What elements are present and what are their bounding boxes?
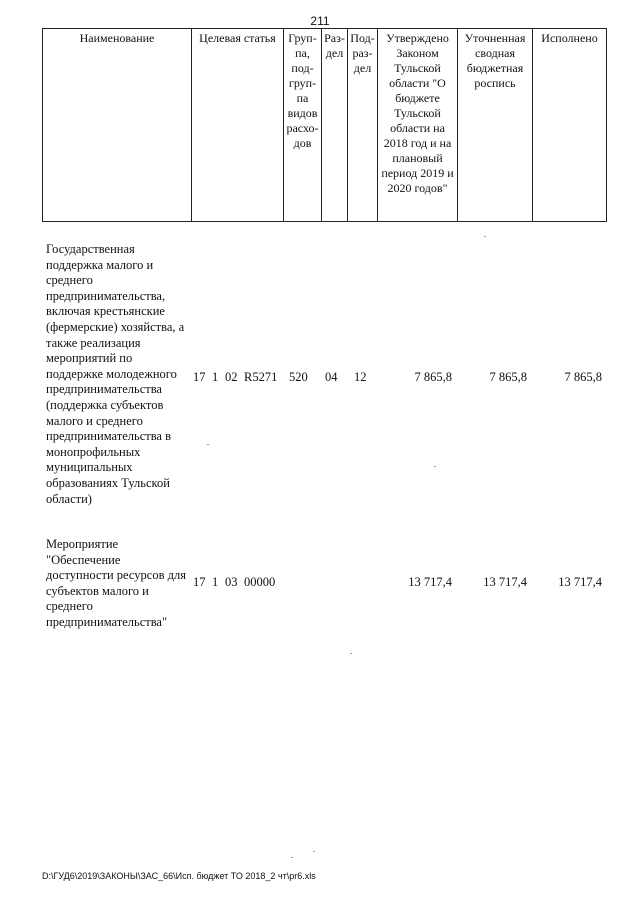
target-subprogram-code: 1 [212,370,219,384]
header-name: Наименование [43,29,192,222]
target-main-code: 03 [225,575,238,589]
section-code: 04 [325,370,338,384]
refined-value: 7 865,8 [489,370,527,384]
target-direction-code: R5271 [244,370,278,384]
target-direction-code: 00000 [244,575,276,589]
approved-value: 13 717,4 [408,575,452,589]
target-main-code: 02 [225,370,238,384]
header-subsection: Под-раз-дел [348,29,378,222]
file-path-footer: D:\ГУД6\2019\ЗАКОНЫ\ЗАС_66\Исп. бюджет ТО 2018_2 чт\pr6.xls [42,871,316,881]
row-name: Мероприятие "Обеспечение доступности ресурсов для субъектов малого и среднего предпринимательства" [46,537,186,629]
subsection-code: 12 [354,370,367,384]
header-executed: Исполнено [533,29,607,222]
executed-value: 13 717,4 [558,575,602,589]
scan-speck [291,857,293,858]
header-target-article: Целевая статья [192,29,284,222]
scan-speck [350,653,352,654]
header-expense-group: Груп-па, под-груп-па видов расхо-дов [284,29,322,222]
header-refined: Уточненная сводная бюджетная роспись [458,29,533,222]
header-approved: Утверждено Законом Тульской области "О бюджете Тульской области на 2018 год и на плановый период 2019 и 2020 годов" [378,29,458,222]
scan-speck [207,444,209,445]
target-program-code: 17 [193,575,206,589]
page-number: 211 [310,14,330,28]
executed-value: 7 865,8 [564,370,602,384]
scan-speck [484,236,486,237]
approved-value: 7 865,8 [414,370,452,384]
refined-value: 13 717,4 [483,575,527,589]
target-program-code: 17 [193,370,206,384]
scan-speck [313,851,315,852]
target-subprogram-code: 1 [212,575,219,589]
row-name: Государственная поддержка малого и среднего предпринимательства, включая крестьянские (фермерские) хозяйства, а также реализация мероприятий по поддержке молодежного предпринимательства (поддержка субъектов малого и среднего предпринимательства в монопрофильных муниципальных образованиях Тульской области) [46,242,185,506]
header-section: Раз-дел [322,29,348,222]
expense-group-code: 520 [289,370,308,384]
table-header [42,28,607,222]
scan-speck [434,466,436,467]
